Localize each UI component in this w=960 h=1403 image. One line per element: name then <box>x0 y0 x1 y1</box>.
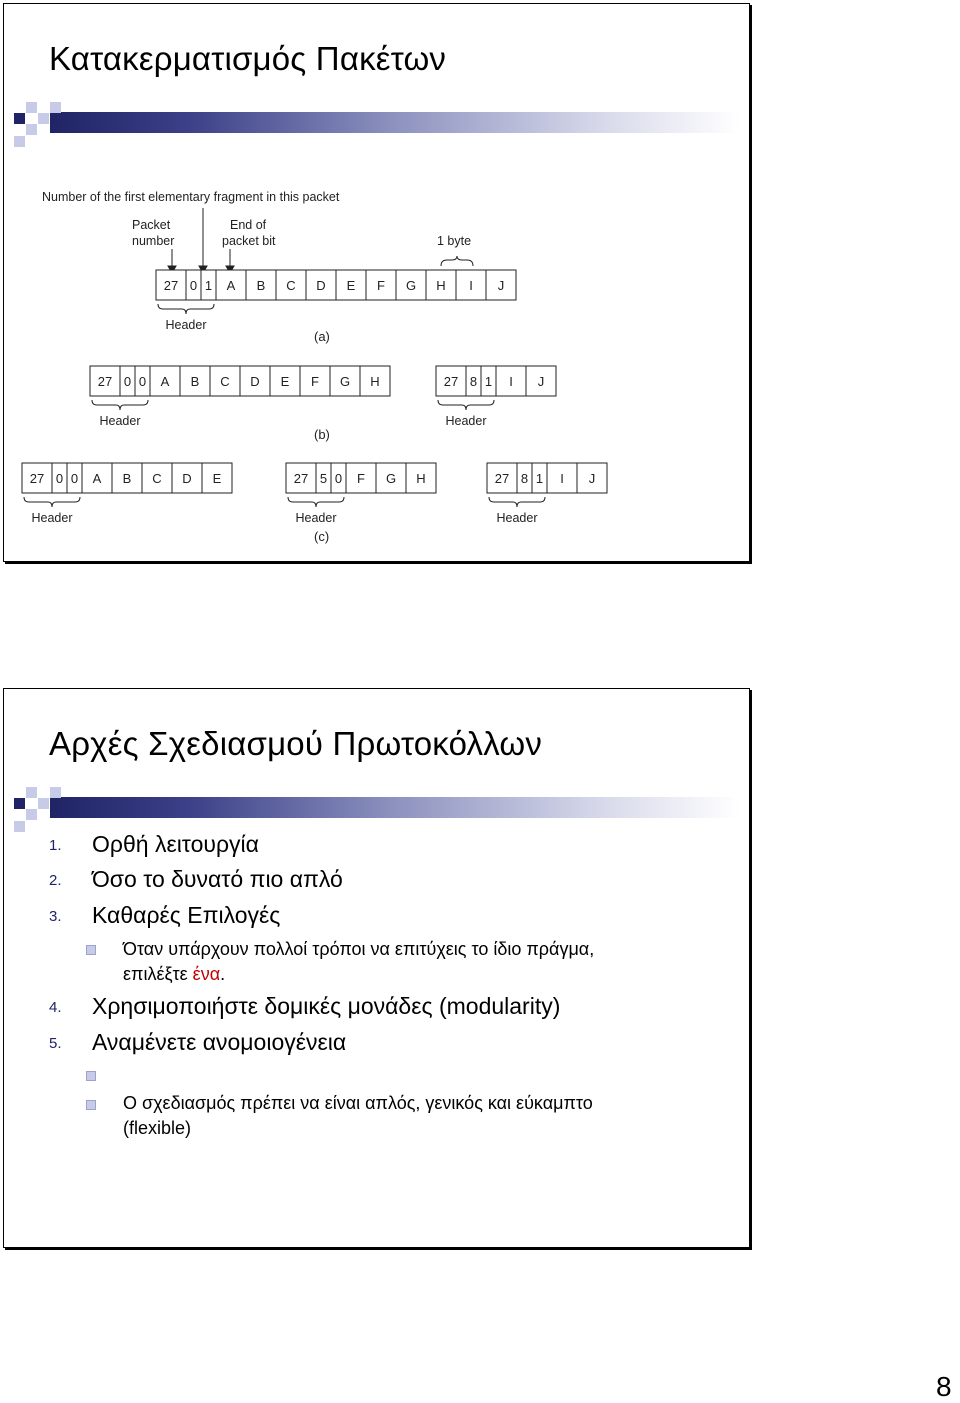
packet-c3-cell: I <box>560 471 564 486</box>
packet-b1-header-label: Header <box>99 414 141 428</box>
packet-a-cell: F <box>377 278 385 293</box>
packet-c1-cell: 27 <box>29 471 45 486</box>
packet-number-label-2: number <box>132 234 175 248</box>
packet-a-cell: G <box>405 278 417 293</box>
sub-bullet-icon <box>86 1100 96 1110</box>
title-gradient-bar <box>50 797 740 818</box>
packet-b1-cell: E <box>280 374 290 389</box>
packet-c2-header-label: Header <box>295 511 337 525</box>
packet-a-cell: A <box>226 278 236 293</box>
packet-a-cell: J <box>497 278 505 293</box>
packet-c3-header-brace <box>489 497 545 507</box>
packet-b1-cell: D <box>250 374 260 389</box>
packet-b2-header-brace <box>438 400 494 410</box>
packet-c1-header-label: Header <box>31 511 73 525</box>
packet-c2-cell: H <box>416 471 426 486</box>
top-label: Number of the first elementary fragment in this packet <box>42 190 340 204</box>
title-decoration <box>12 787 752 837</box>
packet-b1-cell: 0 <box>123 374 132 389</box>
row-c <box>22 463 607 525</box>
title-gradient-bar <box>50 112 740 133</box>
sub-item-line: επιλέξτε ένα. <box>123 964 226 984</box>
slide-2: Αρχές Σχεδιασμού Πρωτοκόλλων 1. Ορθή λειτουργία 2. Όσο το δυνατό πιο απλό 3. Καθαρές Επιλογές Όταν υπάρχουν πολλοί τρόποι να επιτύχεις το ίδιο πράγμα, επιλέξτε ένα. 4. Χρησιμοποιήστε δομικές μονάδες (modularity) 5. Αναμένετε ανομοιογένεια Ο σχεδιασμός πρέπει να είναι απλός, γενικός και εύκαμπτο (flexible) <box>3 688 750 1248</box>
title-decoration <box>12 102 752 152</box>
packet-c2-cell: G <box>385 471 397 486</box>
packet-b1-cell: 0 <box>138 374 147 389</box>
packet-a-header-label: Header <box>165 318 207 332</box>
sub-item-line: Όταν υπάρχουν πολλοί τρόποι να επιτύχεις το ίδιο πράγμα, <box>123 939 595 959</box>
packet-b1-cell: A <box>160 374 170 389</box>
packet-a-cell: 27 <box>163 278 179 293</box>
packet-c3-cell: 8 <box>520 471 529 486</box>
packet-a-cell: 0 <box>189 278 198 293</box>
packet-a-cell: B <box>256 278 266 293</box>
packet-c1-header-brace <box>24 497 80 507</box>
packet-b2-cell: 8 <box>469 374 478 389</box>
packet-c2-header-brace <box>288 497 344 507</box>
packet-b1-cell: 27 <box>97 374 113 389</box>
caption-c: (c) <box>314 529 330 544</box>
packet-b2-cell: 1 <box>484 374 493 389</box>
packet-c3-header-label: Header <box>496 511 538 525</box>
packet-c2-cell: 0 <box>334 471 343 486</box>
packet-a-cell: D <box>316 278 326 293</box>
packet-a-cell: I <box>469 278 473 293</box>
slide-2-title: Αρχές Σχεδιασμού Πρωτοκόλλων <box>49 725 543 762</box>
packet-b1-header-brace <box>92 400 148 410</box>
packet-c2-cell: 5 <box>319 471 328 486</box>
packet-b2-cell: I <box>509 374 513 389</box>
packet-b1-cell: G <box>339 374 351 389</box>
packet-c1-cell: 0 <box>70 471 79 486</box>
packet-b2-cell: J <box>537 374 545 389</box>
slide-1 <box>3 3 750 562</box>
packet-c1-cell: B <box>122 471 132 486</box>
emphasis-text: ένα <box>192 964 221 984</box>
end-of-packet-label-2: packet bit <box>222 234 276 248</box>
page-number: 8 <box>936 1371 952 1402</box>
packet-b1-cell: F <box>311 374 319 389</box>
packet-b2-header-label: Header <box>445 414 487 428</box>
packet-c3-cell: 27 <box>494 471 510 486</box>
packet-c3-cell: J <box>588 471 596 486</box>
row-b <box>90 366 556 428</box>
packet-c1-cell: C <box>152 471 162 486</box>
packet-c2-cell: 27 <box>293 471 309 486</box>
sub-item-line: (flexible) <box>123 1118 192 1138</box>
packet-c2-cell: F <box>357 471 365 486</box>
packet-c3-cell: 1 <box>535 471 544 486</box>
end-of-packet-label-1: End of <box>230 218 267 232</box>
packet-number-label-1: Packet <box>132 218 171 232</box>
packet-c1-cell: A <box>92 471 102 486</box>
packet-a-cell: C <box>286 278 296 293</box>
row-a <box>156 270 516 332</box>
packet-c1-cell: E <box>212 471 222 486</box>
packet-a-cell: E <box>346 278 356 293</box>
packet-a-cell: H <box>436 278 446 293</box>
byte-label: 1 byte <box>437 234 472 248</box>
sub-item-line: Ο σχεδιασμός πρέπει να είναι απλός, γενικός και εύκαμπτο <box>123 1093 593 1113</box>
caption-b: (b) <box>314 427 330 442</box>
packet-b1-cell: H <box>370 374 380 389</box>
packet-c1-cell: D <box>182 471 192 486</box>
sub-bullet-icon <box>86 945 96 955</box>
caption-a: (a) <box>314 329 330 344</box>
packet-c1-cell: 0 <box>55 471 64 486</box>
packet-a-cell: 1 <box>204 278 213 293</box>
packet-b1-cell: C <box>220 374 230 389</box>
sub-bullet-icon <box>86 1071 96 1081</box>
fragmentation-diagram <box>4 182 744 552</box>
packet-b2-cell: 27 <box>443 374 459 389</box>
slide-1-title: Κατακερματισμός Πακέτων <box>49 40 447 77</box>
packet-a-header-brace <box>158 304 214 314</box>
packet-b1-cell: B <box>190 374 200 389</box>
